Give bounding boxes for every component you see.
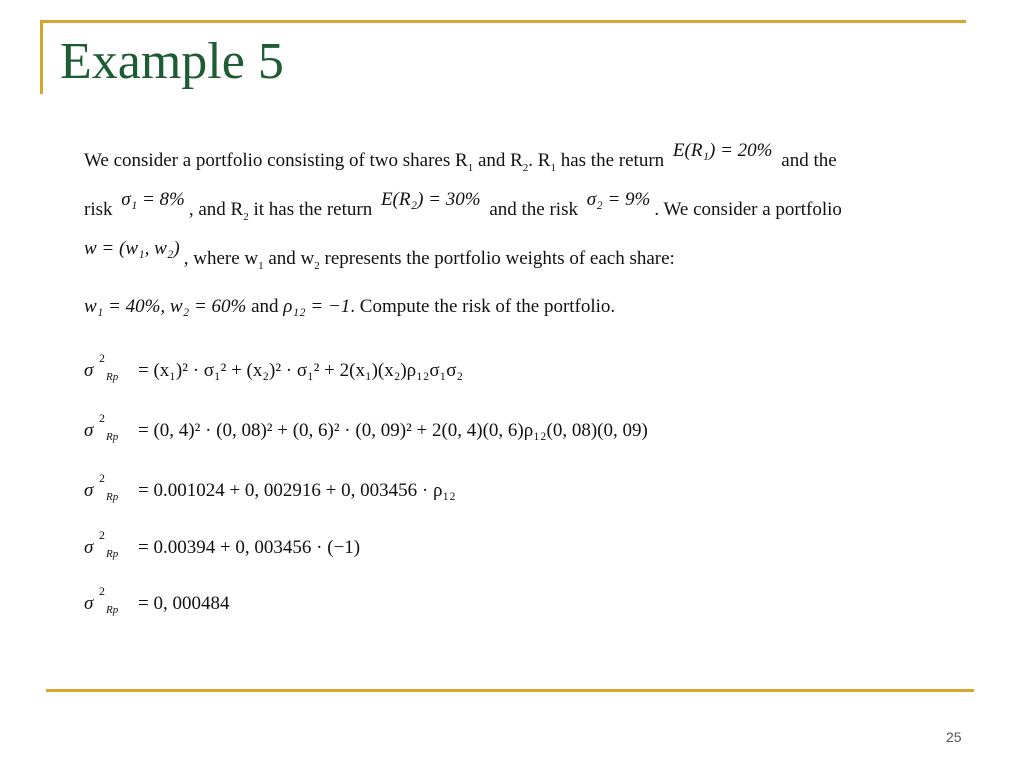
problem-line-3 <box>84 238 936 287</box>
sigma-symbol: σ <box>84 420 94 441</box>
sub-1: 1 <box>467 161 474 174</box>
sub-2b: 2 <box>243 210 249 223</box>
variance-symbol <box>84 528 138 560</box>
problem-line-1 <box>84 140 936 189</box>
equation-5-rhs: = 0, 000484 <box>138 593 230 614</box>
equation-4 <box>84 528 361 560</box>
equation-3 <box>84 471 456 503</box>
sigma-symbol: σ <box>84 360 94 381</box>
sigma-exponent: 2 <box>99 584 105 598</box>
bottom-divider <box>46 689 974 692</box>
slide-title: Example 5 <box>60 33 284 90</box>
text-line2-b: , and R <box>188 198 244 220</box>
expected-return-r1: E(R₁) = 20% <box>672 140 773 161</box>
text-line3-c: represents the portfolio weights of each share: <box>319 247 675 269</box>
text-line4-b: . Compute the risk of the portfolio. <box>350 296 616 318</box>
sigma-subscript: Rp <box>106 548 119 560</box>
equation-3-rhs: = 0.001024 + 0, 002916 + 0, 003456 · ρ₁₂ <box>138 480 456 501</box>
sigma-symbol: σ <box>84 480 94 501</box>
sigma-symbol: σ <box>84 593 94 614</box>
text-line1-d: has the return <box>555 150 669 171</box>
weights-values: w₁ = 40%, w₂ = 60% <box>84 296 247 318</box>
sub-2c: 2 <box>314 259 320 272</box>
expected-return-r2: E(R₂) = 30% <box>380 188 481 210</box>
sigma-exponent: 2 <box>99 351 105 365</box>
sigma-symbol: σ <box>84 537 94 558</box>
sub-1b: 1 <box>550 161 556 174</box>
page-number: 25 <box>946 729 962 745</box>
equation-2-rhs: = (0, 4)² · (0, 08)² + (0, 6)² · (0, 09)² + 2(0, 4)(0, 6)ρ₁₂(0, 08)(0, 09) <box>138 420 648 441</box>
sigma-subscript: Rp <box>106 491 119 503</box>
text-line1-e: and the <box>776 150 837 171</box>
text-line2-a: risk <box>84 198 118 220</box>
equation-5 <box>84 584 230 616</box>
text-line2-c: it has the return <box>248 198 377 220</box>
sigma-exponent: 2 <box>99 411 105 425</box>
text-line3-b: and w <box>263 247 315 269</box>
sub-1c: 1 <box>258 259 264 272</box>
frame-left-line <box>40 20 43 94</box>
equation-1 <box>84 351 464 383</box>
sigma1-value: σ₁ = 8% <box>121 188 185 210</box>
problem-statement <box>84 140 936 327</box>
variance-symbol <box>84 351 138 383</box>
sigma-exponent: 2 <box>99 528 105 542</box>
equation-1-rhs: = (x₁)² · σ₁² + (x₂)² · σ₁² + 2(x₁)(x₂)ρ₁₂σ₁σ₂ <box>138 360 464 381</box>
problem-line-2 <box>84 189 936 238</box>
equation-2 <box>84 411 648 443</box>
variance-symbol <box>84 471 138 503</box>
sigma-subscript: Rp <box>106 604 119 616</box>
sigma2-value: σ₂ = 9% <box>586 188 651 210</box>
sigma-subscript: Rp <box>106 371 119 383</box>
text-line3-a: , where w <box>183 247 259 269</box>
correlation-value: ρ₁₂ = −1 <box>283 296 351 318</box>
sigma-subscript: Rp <box>106 431 119 443</box>
variance-symbol <box>84 411 138 443</box>
problem-line-4 <box>84 286 936 327</box>
sigma-exponent: 2 <box>99 471 105 485</box>
text-line1-c: . R <box>528 150 551 171</box>
text-line4-a: and <box>246 296 284 318</box>
text-line2-d: and the risk <box>484 198 583 220</box>
text-line1-a: We consider a portfolio consisting of two shares R <box>84 150 468 171</box>
sub-2: 2 <box>522 161 529 174</box>
frame-top-line <box>40 20 966 23</box>
text-line2-e: . We consider a portfolio <box>654 198 842 220</box>
weights-vector: w = (w₁, w₂) <box>84 237 180 259</box>
variance-symbol <box>84 584 138 616</box>
text-line1-b: and R <box>473 150 523 171</box>
equation-4-rhs: = 0.00394 + 0, 003456 · (−1) <box>138 537 361 558</box>
